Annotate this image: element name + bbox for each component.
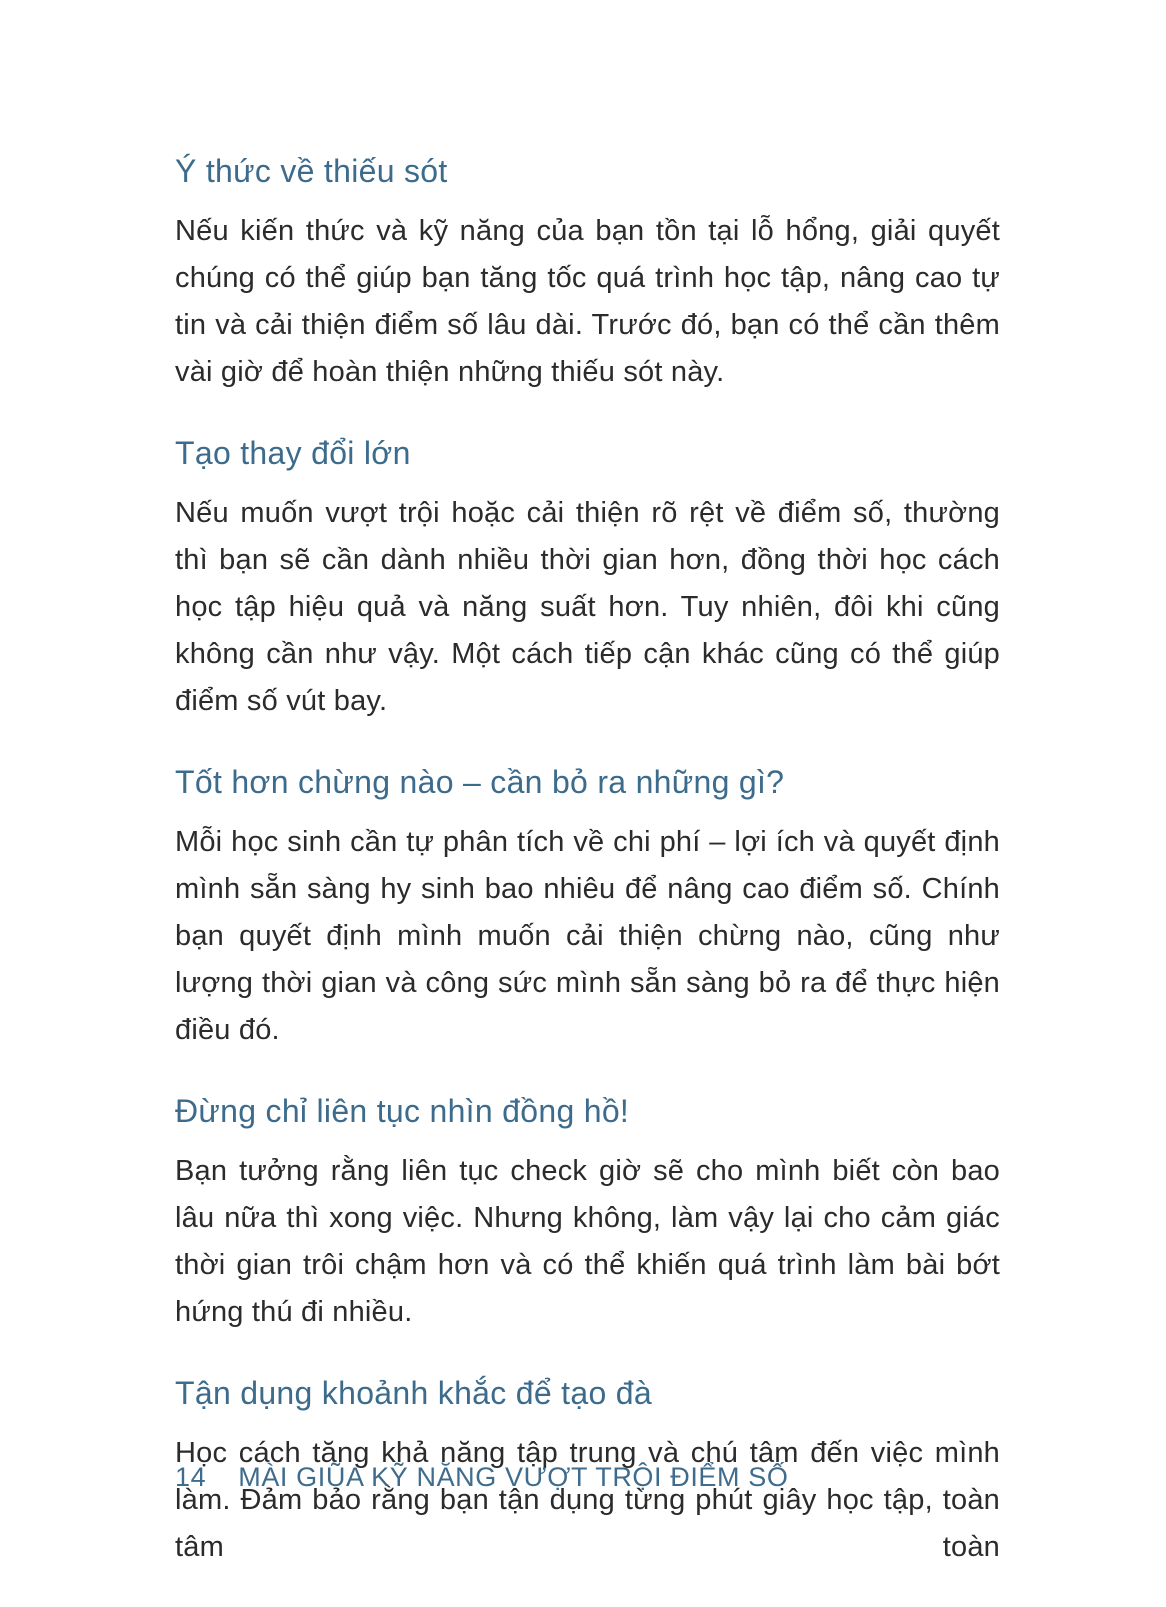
section-paragraph: Mỗi học sinh cần tự phân tích về chi phí – lợi ích và quyết định mình sẵn sàng hy sinh bao nhiêu để nâng cao điểm số. Chính bạn quyết định mình muốn cải thiện chừng nào, cũng như lượng thời gian và công sức mình sẵn sàng bỏ ra để thực hiện điều đó. <box>175 826 1000 1046</box>
page-footer <box>175 1462 788 1493</box>
section-heading: Tạo thay đổi lớn <box>175 435 411 471</box>
section-paragraph: Nếu kiến thức và kỹ năng của bạn tồn tại lỗ hổng, giải quyết chúng có thể giúp bạn tăng tốc quá trình học tập, nâng cao tự tin và cải thiện điểm số lâu dài. Trước đó, bạn có thể cần thêm vài giờ để hoàn thiện những thiếu sót này. <box>175 215 1000 388</box>
section-clock-watching <box>175 1090 1000 1336</box>
page-number: 14 <box>175 1462 207 1492</box>
section-heading: Ý thức về thiếu sót <box>175 153 448 189</box>
section-awareness-of-gaps <box>175 150 1000 396</box>
running-title: MÀI GIŨA KỸ NĂNG VƯỢT TRỘI ĐIỂM SỐ <box>238 1462 789 1492</box>
section-heading: Tốt hơn chừng nào – cần bỏ ra những gì? <box>175 764 785 800</box>
section-cost-benefit <box>175 761 1000 1054</box>
section-heading: Tận dụng khoảnh khắc để tạo đà <box>175 1375 652 1411</box>
section-big-change <box>175 432 1000 725</box>
section-paragraph: Học cách tăng khả năng tập trung và chú tâm đến việc mình làm. Đảm bảo rằng bạn tận dụng từng phút giây học tập, toàn tâm toàn <box>175 1437 1000 1563</box>
section-paragraph: Nếu muốn vượt trội hoặc cải thiện rõ rệt về điểm số, thường thì bạn sẽ cần dành nhiều thời gian hơn, đồng thời học cách học tập hiệu quả và năng suất hơn. Tuy nhiên, đôi khi cũng không cần như vậy. Một cách tiếp cận khác cũng có thể giúp điểm số vút bay. <box>175 497 1000 717</box>
section-paragraph: Bạn tưởng rằng liên tục check giờ sẽ cho mình biết còn bao lâu nữa thì xong việc. Nhưng không, làm vậy lại cho cảm giác thời gian trôi chậm hơn và có thể khiến quá trình làm bài bớt hứng thú đi nhiều. <box>175 1155 1000 1328</box>
section-heading: Đừng chỉ liên tục nhìn đồng hồ! <box>175 1093 630 1129</box>
